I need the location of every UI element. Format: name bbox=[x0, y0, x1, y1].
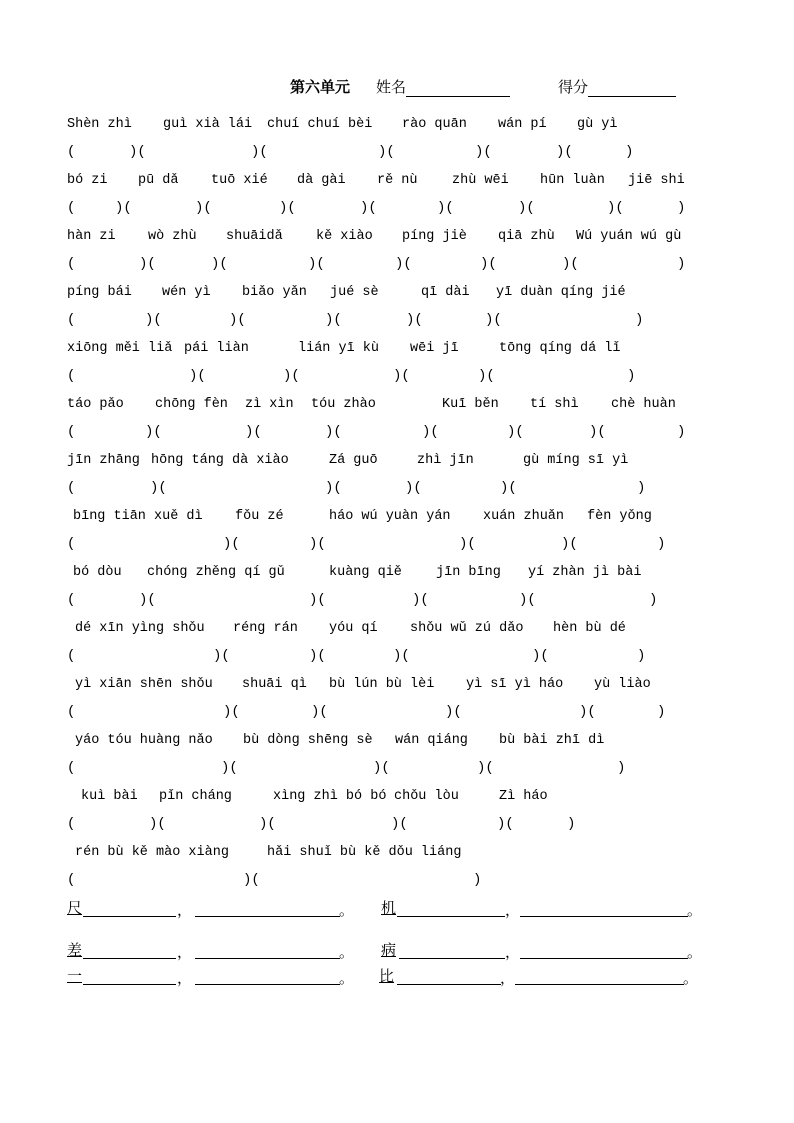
pinyin-word: jīn zhāng bbox=[67, 453, 140, 468]
close-paren: ) bbox=[627, 368, 636, 384]
pinyin-word: biǎo yǎn bbox=[242, 285, 307, 300]
close-paren: ) bbox=[567, 816, 576, 832]
pinyin-word: pǐn cháng bbox=[159, 789, 232, 804]
pinyin-row bbox=[67, 395, 707, 415]
paren-separator: )( bbox=[311, 704, 328, 720]
pinyin-row bbox=[67, 227, 707, 247]
comma: ， bbox=[505, 901, 521, 919]
pinyin-word: qī dài bbox=[421, 285, 470, 300]
paren-separator: )( bbox=[478, 368, 495, 384]
answer-blank[interactable] bbox=[397, 983, 501, 985]
answer-paren-row bbox=[67, 198, 707, 218]
paren-separator: )( bbox=[497, 816, 514, 832]
pinyin-word: xiōng měi liǎ bbox=[67, 341, 173, 356]
pinyin-word: Kuī běn bbox=[442, 397, 499, 412]
pinyin-word: yì xiān shēn shǒu bbox=[75, 677, 213, 692]
pinyin-word: háo wú yuàn yán bbox=[329, 509, 451, 524]
pinyin-word: shuāidǎ bbox=[226, 229, 283, 244]
paren-separator: )( bbox=[309, 536, 326, 552]
paren-separator: )( bbox=[589, 424, 606, 440]
answer-paren-row bbox=[67, 758, 707, 778]
answer-paren-row bbox=[67, 534, 707, 554]
paren-separator: )( bbox=[189, 368, 206, 384]
paren-separator: )( bbox=[145, 312, 162, 328]
close-paren: ) bbox=[657, 536, 666, 552]
open-paren: ( bbox=[67, 200, 76, 216]
paren-separator: )( bbox=[445, 704, 462, 720]
answer-blank[interactable] bbox=[515, 983, 684, 985]
answer-paren-row bbox=[67, 702, 707, 722]
paren-separator: )( bbox=[325, 424, 342, 440]
paren-separator: )( bbox=[150, 480, 167, 496]
pinyin-word: píng bái bbox=[67, 285, 132, 300]
pinyin-word: gù míng sī yì bbox=[523, 453, 629, 468]
pinyin-word: hūn luàn bbox=[540, 173, 605, 188]
paren-separator: )( bbox=[485, 312, 502, 328]
close-paren: ) bbox=[677, 424, 686, 440]
pinyin-word: wēi jī bbox=[410, 341, 459, 356]
open-paren: ( bbox=[67, 872, 76, 888]
close-paren: ) bbox=[625, 144, 634, 160]
close-paren: ) bbox=[677, 200, 686, 216]
period: 。 bbox=[687, 901, 703, 919]
paren-separator: )( bbox=[422, 424, 439, 440]
close-paren: ) bbox=[635, 312, 644, 328]
fill-row bbox=[67, 940, 707, 962]
answer-blank[interactable] bbox=[397, 915, 505, 917]
pinyin-word: Zì háo bbox=[499, 789, 548, 804]
paren-separator: )( bbox=[391, 816, 408, 832]
pinyin-row bbox=[67, 563, 707, 583]
paren-separator: )( bbox=[556, 144, 573, 160]
paren-separator: )( bbox=[412, 592, 429, 608]
paren-separator: )( bbox=[373, 760, 390, 776]
paren-separator: )( bbox=[395, 256, 412, 272]
period: 。 bbox=[339, 901, 355, 919]
pinyin-word: chǒu lòu bbox=[394, 789, 459, 804]
fill-row bbox=[67, 966, 707, 988]
paren-separator: )( bbox=[243, 872, 260, 888]
answer-paren-row bbox=[67, 310, 707, 330]
answer-paren-row bbox=[67, 870, 707, 890]
open-paren: ( bbox=[67, 256, 76, 272]
comma: ， bbox=[500, 969, 516, 987]
answer-blank[interactable] bbox=[195, 915, 340, 917]
open-paren: ( bbox=[67, 312, 76, 328]
pinyin-word: réng rán bbox=[233, 621, 298, 636]
close-paren: ) bbox=[637, 480, 646, 496]
paren-separator: )( bbox=[213, 648, 230, 664]
pinyin-word: xìng zhì bó bó bbox=[273, 789, 387, 804]
pinyin-word: hǎi shuǐ bù kě dǒu liáng bbox=[267, 845, 462, 860]
open-paren: ( bbox=[67, 648, 76, 664]
paren-separator: )( bbox=[360, 200, 377, 216]
pinyin-word: bīng tiān xuě dì bbox=[73, 509, 203, 524]
open-paren: ( bbox=[67, 592, 76, 608]
fill-char: 比 bbox=[379, 967, 395, 985]
pinyin-word: Shèn zhì bbox=[67, 117, 132, 132]
paren-separator: )( bbox=[393, 368, 410, 384]
pinyin-word: táo pǎo bbox=[67, 397, 124, 412]
paren-separator: )( bbox=[139, 592, 156, 608]
paren-separator: )( bbox=[393, 648, 410, 664]
paren-separator: )( bbox=[437, 200, 454, 216]
answer-paren-row bbox=[67, 590, 707, 610]
pinyin-word: zì xìn bbox=[245, 397, 294, 412]
fill-char: 机 bbox=[381, 899, 397, 917]
comma: ， bbox=[505, 943, 521, 961]
paren-separator: )( bbox=[475, 144, 492, 160]
fill-row bbox=[67, 898, 707, 920]
pinyin-row bbox=[67, 619, 707, 639]
paren-separator: )( bbox=[378, 144, 395, 160]
paren-separator: )( bbox=[519, 592, 536, 608]
pinyin-word: yī duàn qíng jié bbox=[496, 285, 626, 300]
fill-char: 一 bbox=[67, 967, 83, 985]
paren-separator: )( bbox=[221, 760, 238, 776]
pinyin-word: hàn zi bbox=[67, 229, 116, 244]
pinyin-word: bù dòng shēng sè bbox=[243, 733, 373, 748]
pinyin-word: jué sè bbox=[330, 285, 379, 300]
paren-separator: )( bbox=[562, 256, 579, 272]
worksheet-header bbox=[290, 73, 676, 97]
period: 。 bbox=[339, 969, 355, 987]
pinyin-word: bù lún bù lèi bbox=[329, 677, 435, 692]
fill-char: 尺 bbox=[67, 899, 83, 917]
pinyin-row bbox=[67, 451, 707, 471]
fill-char: 差 bbox=[67, 941, 83, 959]
close-paren: ) bbox=[473, 872, 482, 888]
open-paren: ( bbox=[67, 760, 76, 776]
paren-separator: )( bbox=[279, 200, 296, 216]
pinyin-word: tuō xié bbox=[211, 173, 268, 188]
paren-separator: )( bbox=[251, 144, 268, 160]
pinyin-word: hèn bù dé bbox=[553, 621, 626, 636]
pinyin-word: wò zhù bbox=[148, 229, 197, 244]
fill-char: 病 bbox=[381, 941, 397, 959]
pinyin-word: jiē shi bbox=[628, 173, 685, 188]
pinyin-word: chóng zhěng qí gǔ bbox=[147, 565, 285, 580]
paren-separator: )( bbox=[579, 704, 596, 720]
pinyin-word: rén bù kě mào xiàng bbox=[75, 845, 229, 860]
pinyin-word: yáo tóu huàng nǎo bbox=[75, 733, 213, 748]
pinyin-word: shuāi qì bbox=[242, 677, 307, 692]
pinyin-word: rào quān bbox=[402, 117, 467, 132]
paren-separator: )( bbox=[518, 200, 535, 216]
open-paren: ( bbox=[67, 368, 76, 384]
pinyin-word: pái liàn bbox=[184, 341, 249, 356]
answer-paren-row bbox=[67, 646, 707, 666]
pinyin-row bbox=[67, 283, 707, 303]
pinyin-row bbox=[67, 731, 707, 751]
open-paren: ( bbox=[67, 424, 76, 440]
comma: ， bbox=[177, 943, 193, 961]
pinyin-word: dé xīn yìng shǒu bbox=[75, 621, 205, 636]
answer-blank[interactable] bbox=[83, 915, 176, 917]
name-label: 姓名 bbox=[376, 78, 407, 96]
period: 。 bbox=[339, 943, 355, 961]
pinyin-word: lián yī kù bbox=[298, 341, 380, 356]
paren-separator: )( bbox=[325, 312, 342, 328]
answer-blank[interactable] bbox=[83, 957, 176, 959]
paren-separator: )( bbox=[309, 592, 326, 608]
close-paren: ) bbox=[657, 704, 666, 720]
paren-separator: )( bbox=[283, 368, 300, 384]
pinyin-row bbox=[67, 675, 707, 695]
score-label: 得分 bbox=[558, 78, 589, 96]
pinyin-word: chuí chuí bèi bbox=[267, 117, 373, 132]
paren-separator: )( bbox=[477, 760, 494, 776]
pinyin-word: tí shì bbox=[530, 397, 579, 412]
answer-paren-row bbox=[67, 422, 707, 442]
pinyin-word: rě nù bbox=[377, 173, 418, 188]
pinyin-word: tōng qíng dá lǐ bbox=[499, 341, 621, 356]
pinyin-word: kuì bài bbox=[81, 789, 138, 804]
pinyin-word: zhì jīn bbox=[417, 453, 474, 468]
open-paren: ( bbox=[67, 536, 76, 552]
pinyin-row bbox=[67, 843, 707, 863]
pinyin-word: bù bài zhī dì bbox=[499, 733, 605, 748]
paren-separator: )( bbox=[405, 480, 422, 496]
pinyin-word: Zá guō bbox=[329, 453, 378, 468]
pinyin-word: gù yì bbox=[577, 117, 618, 132]
paren-separator: )( bbox=[139, 256, 156, 272]
pinyin-word: qiā zhù bbox=[498, 229, 555, 244]
pinyin-word: fǒu zé bbox=[235, 509, 284, 524]
paren-separator: )( bbox=[309, 648, 326, 664]
paren-separator: )( bbox=[500, 480, 517, 496]
pinyin-word: yóu qí bbox=[329, 621, 378, 636]
comma: ， bbox=[177, 901, 193, 919]
paren-separator: )( bbox=[406, 312, 423, 328]
answer-blank[interactable] bbox=[195, 957, 340, 959]
paren-separator: )( bbox=[245, 424, 262, 440]
pinyin-word: yù liào bbox=[594, 677, 651, 692]
answer-paren-row bbox=[67, 254, 707, 274]
answer-blank[interactable] bbox=[520, 915, 688, 917]
paren-separator: )( bbox=[325, 480, 342, 496]
paren-separator: )( bbox=[129, 144, 146, 160]
pinyin-word: hōng táng dà xiào bbox=[151, 453, 289, 468]
pinyin-word: wán qiáng bbox=[395, 733, 468, 748]
pinyin-word: pū dǎ bbox=[138, 173, 179, 188]
comma: ， bbox=[177, 969, 193, 987]
period: 。 bbox=[687, 943, 703, 961]
close-paren: ) bbox=[637, 648, 646, 664]
paren-separator: )( bbox=[223, 536, 240, 552]
answer-paren-row bbox=[67, 366, 707, 386]
pinyin-word: wén yì bbox=[162, 285, 211, 300]
name-field[interactable] bbox=[406, 80, 510, 97]
pinyin-row bbox=[67, 787, 707, 807]
answer-blank[interactable] bbox=[83, 983, 176, 985]
pinyin-row bbox=[67, 171, 707, 191]
open-paren: ( bbox=[67, 816, 76, 832]
pinyin-word: zhù wēi bbox=[452, 173, 509, 188]
pinyin-word: xuán zhuǎn bbox=[483, 509, 565, 524]
answer-blank[interactable] bbox=[399, 957, 505, 959]
paren-separator: )( bbox=[532, 648, 549, 664]
pinyin-word: kě xiào bbox=[316, 229, 373, 244]
paren-separator: )( bbox=[507, 424, 524, 440]
close-paren: ) bbox=[649, 592, 658, 608]
pinyin-word: píng jiè bbox=[402, 229, 467, 244]
unit-title: 第六单元 bbox=[290, 78, 351, 96]
paren-separator: )( bbox=[145, 424, 162, 440]
paren-separator: )( bbox=[195, 200, 212, 216]
paren-separator: )( bbox=[459, 536, 476, 552]
paren-separator: )( bbox=[607, 200, 624, 216]
close-paren: ) bbox=[677, 256, 686, 272]
open-paren: ( bbox=[67, 704, 76, 720]
answer-blank[interactable] bbox=[195, 983, 340, 985]
pinyin-word: yì sī yì háo bbox=[466, 677, 564, 692]
pinyin-row bbox=[67, 115, 707, 135]
answer-blank[interactable] bbox=[520, 957, 688, 959]
paren-separator: )( bbox=[480, 256, 497, 272]
pinyin-row bbox=[67, 507, 707, 527]
pinyin-word: chōng fèn bbox=[155, 397, 228, 412]
pinyin-word: guì xià lái bbox=[163, 117, 253, 132]
pinyin-word: chè huàn bbox=[611, 397, 676, 412]
paren-separator: )( bbox=[561, 536, 578, 552]
close-paren: ) bbox=[617, 760, 626, 776]
paren-separator: )( bbox=[115, 200, 132, 216]
paren-separator: )( bbox=[211, 256, 228, 272]
paren-separator: )( bbox=[308, 256, 325, 272]
paren-separator: )( bbox=[229, 312, 246, 328]
paren-separator: )( bbox=[149, 816, 166, 832]
pinyin-word: yí zhàn jì bài bbox=[528, 565, 642, 580]
pinyin-word: shǒu wǔ zú dǎo bbox=[410, 621, 524, 636]
pinyin-word: wán pí bbox=[498, 117, 547, 132]
score-field[interactable] bbox=[588, 80, 676, 97]
pinyin-word: Wú yuán wú gù bbox=[576, 229, 682, 244]
open-paren: ( bbox=[67, 480, 76, 496]
pinyin-word: bó zi bbox=[67, 173, 108, 188]
pinyin-word: kuàng qiě bbox=[329, 565, 402, 580]
period: 。 bbox=[683, 969, 699, 987]
paren-separator: )( bbox=[259, 816, 276, 832]
pinyin-word: tóu zhào bbox=[311, 397, 376, 412]
answer-paren-row bbox=[67, 814, 707, 834]
paren-separator: )( bbox=[223, 704, 240, 720]
pinyin-word: dà gài bbox=[297, 173, 346, 188]
answer-paren-row bbox=[67, 142, 707, 162]
pinyin-word: fèn yǒng bbox=[587, 509, 652, 524]
open-paren: ( bbox=[67, 144, 76, 160]
pinyin-row bbox=[67, 339, 707, 359]
pinyin-word: bó dòu bbox=[73, 565, 122, 580]
answer-paren-row bbox=[67, 478, 707, 498]
pinyin-word: jīn bīng bbox=[436, 565, 501, 580]
